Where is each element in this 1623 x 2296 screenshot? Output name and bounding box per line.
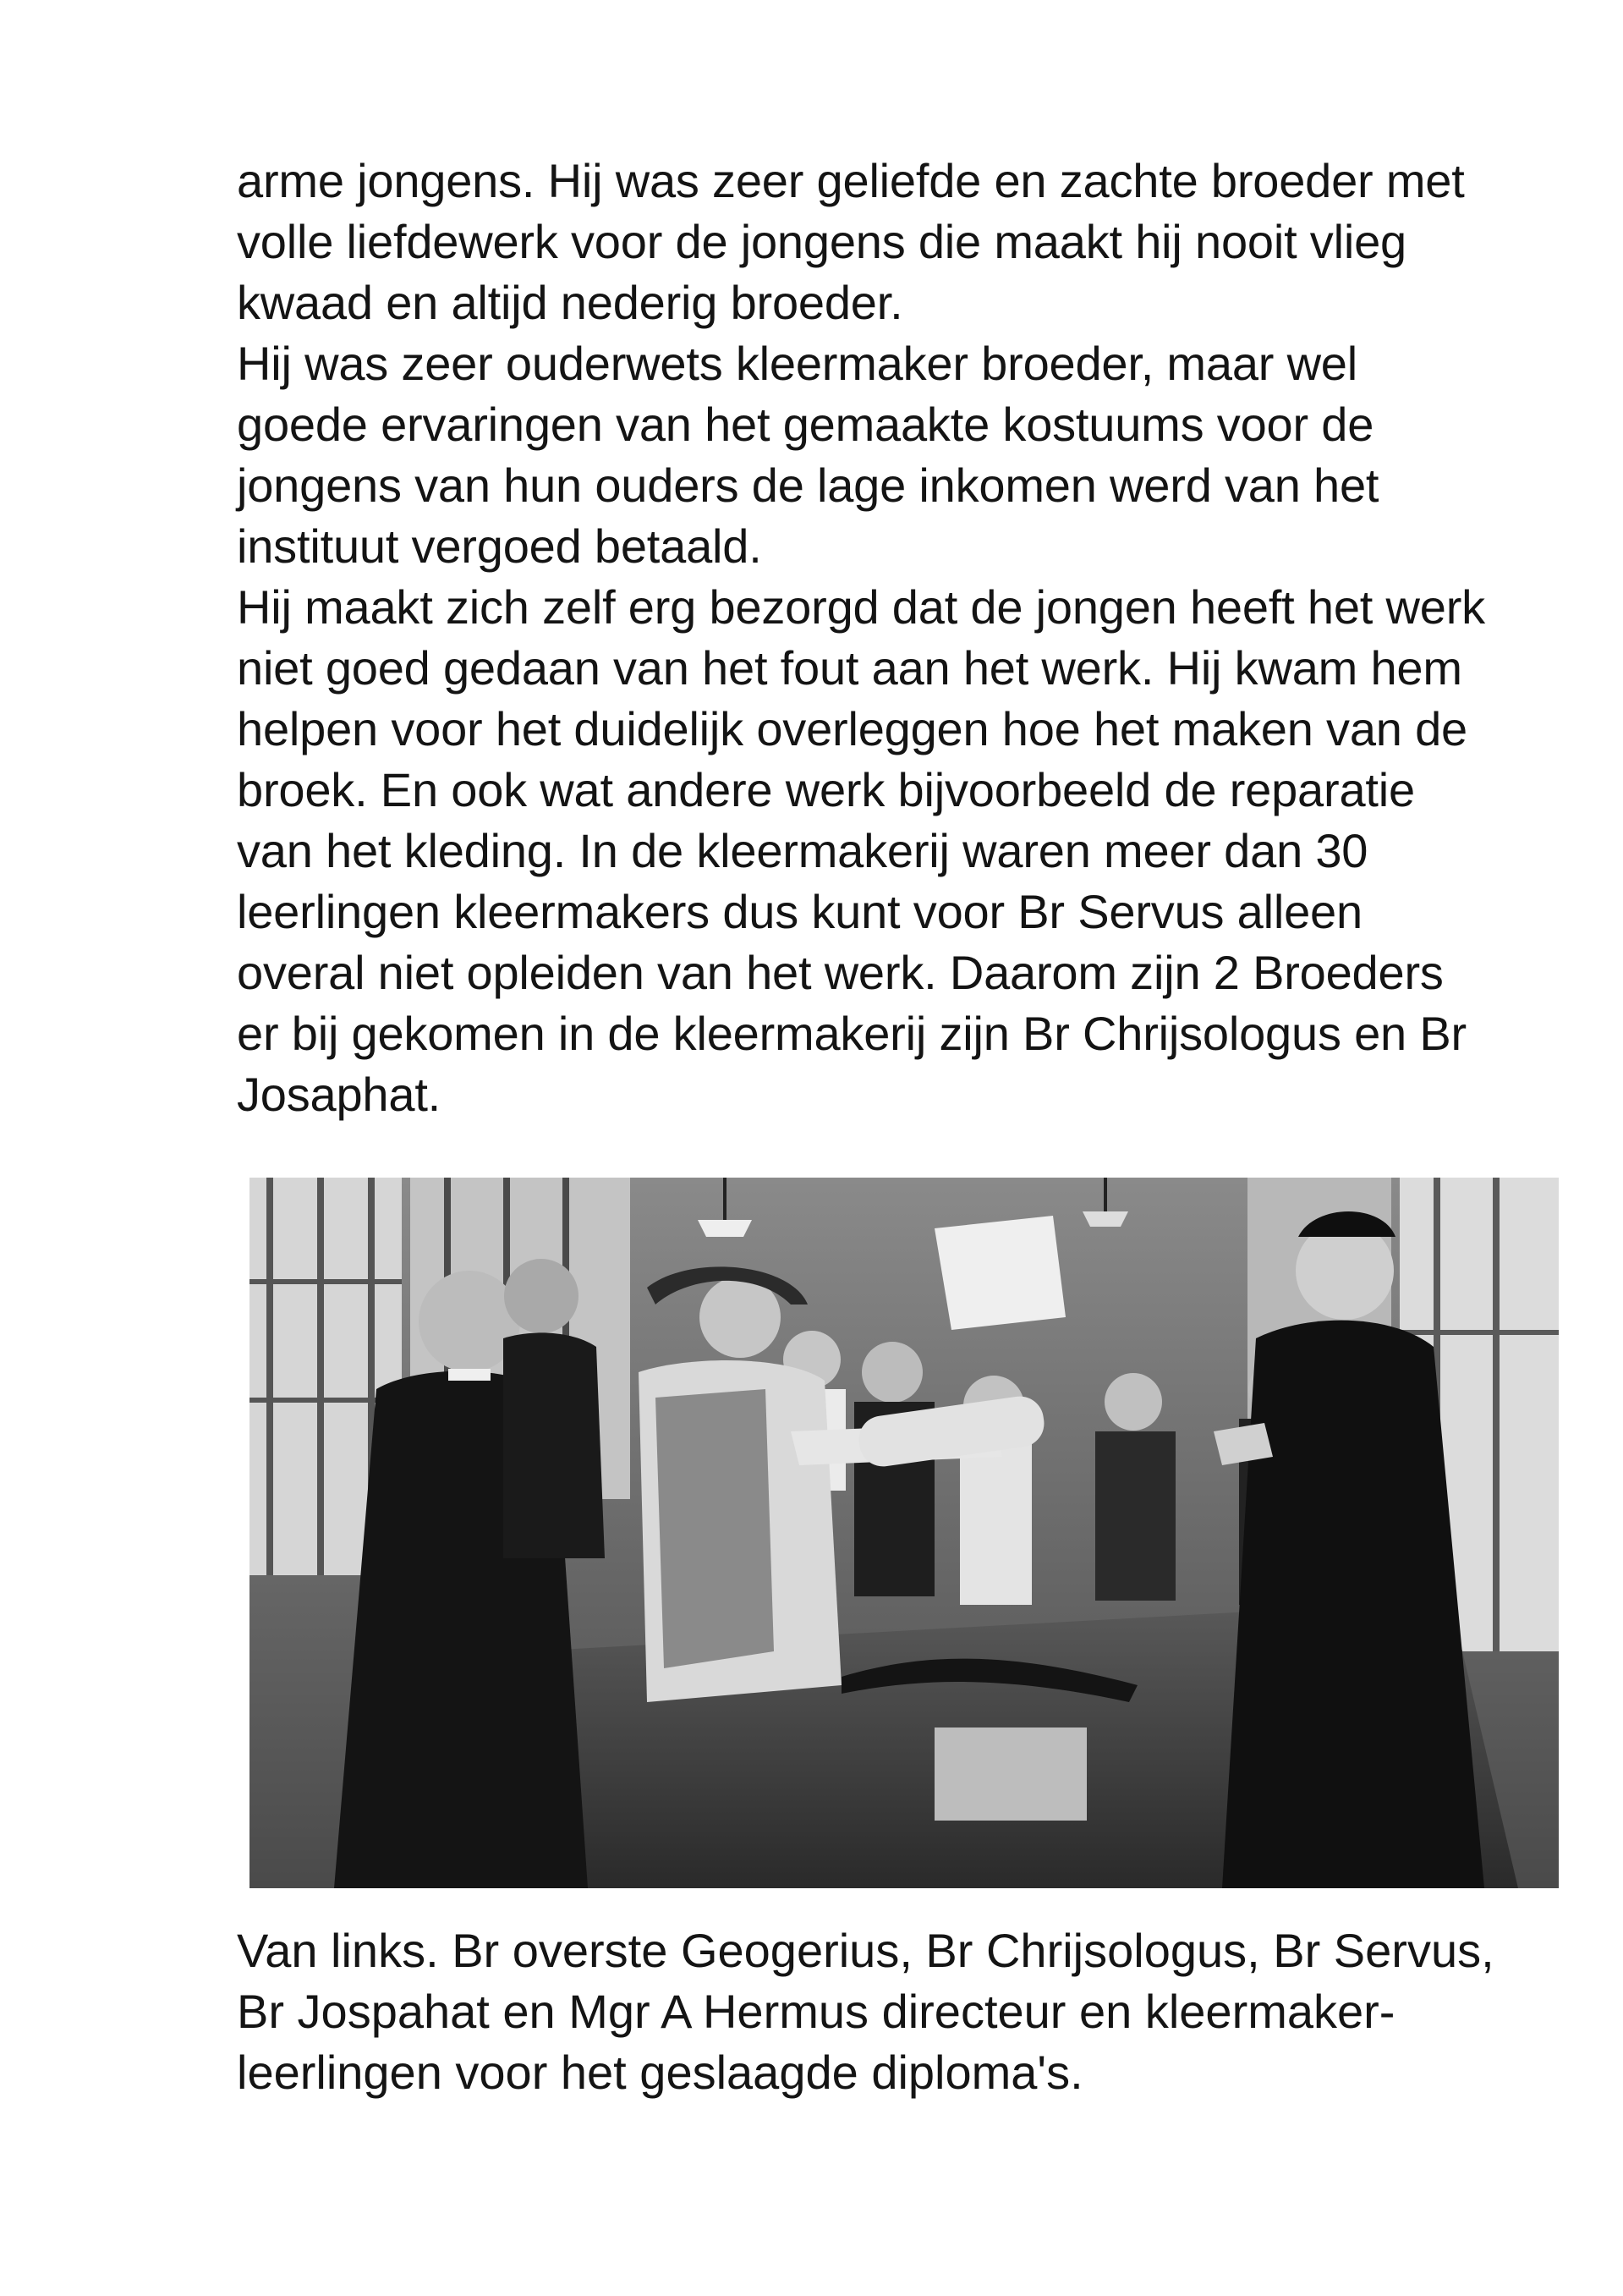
text-line: overal niet opleiden van het werk. Daarom zijn 2 Broeders [237,946,1444,999]
text-line: goede ervaringen van het gemaakte kostuums voor de [237,398,1374,451]
text-line: Josaphat. [237,1068,441,1121]
photo-illustration [249,1178,1559,1888]
caption-line: Van links. Br overste Geogerius, Br Chrijsologus, Br Servus, [237,1924,1494,1977]
text-line: kwaad en altijd nederig broeder. [237,276,903,329]
text-line: Hij maakt zich zelf erg bezorgd dat de jongen heeft het werk [237,580,1485,634]
historical-photo [249,1178,1559,1888]
photo-caption [237,1920,1590,2103]
text-line: broek. En ook wat andere werk bijvoorbeeld de reparatie [237,763,1415,816]
text-line: helpen voor het duidelijk overleggen hoe het maken van de [237,702,1467,755]
text-line: van het kleding. In de kleermakerij waren meer dan 30 [237,824,1368,877]
paper-on-table [935,1727,1087,1821]
text-line: arme jongens. Hij was zeer geliefde en zachte broeder met [237,154,1465,207]
text-line: instituut vergoed betaald. [237,519,762,573]
text-line: leerlingen kleermakers dus kunt voor Br Servus alleen [237,885,1363,938]
diploma [935,1216,1066,1330]
text-line: jongens van hun ouders de lage inkomen werd van het [237,459,1379,512]
caption-line: leerlingen voor het geslaagde diploma's. [237,2046,1083,2099]
text-line: Hij was zeer ouderwets kleermaker broeder, maar wel [237,337,1357,390]
text-line: er bij gekomen in de kleermakerij zijn Br Chrijsologus en Br [237,1007,1467,1060]
body-text [237,151,1573,1125]
text-line: niet goed gedaan van het fout aan het werk. Hij kwam hem [237,641,1462,695]
caption-line: Br Jospahat en Mgr A Hermus directeur en kleermaker- [237,1985,1395,2038]
text-line: volle liefdewerk voor de jongens die maakt hij nooit vlieg [237,215,1406,268]
